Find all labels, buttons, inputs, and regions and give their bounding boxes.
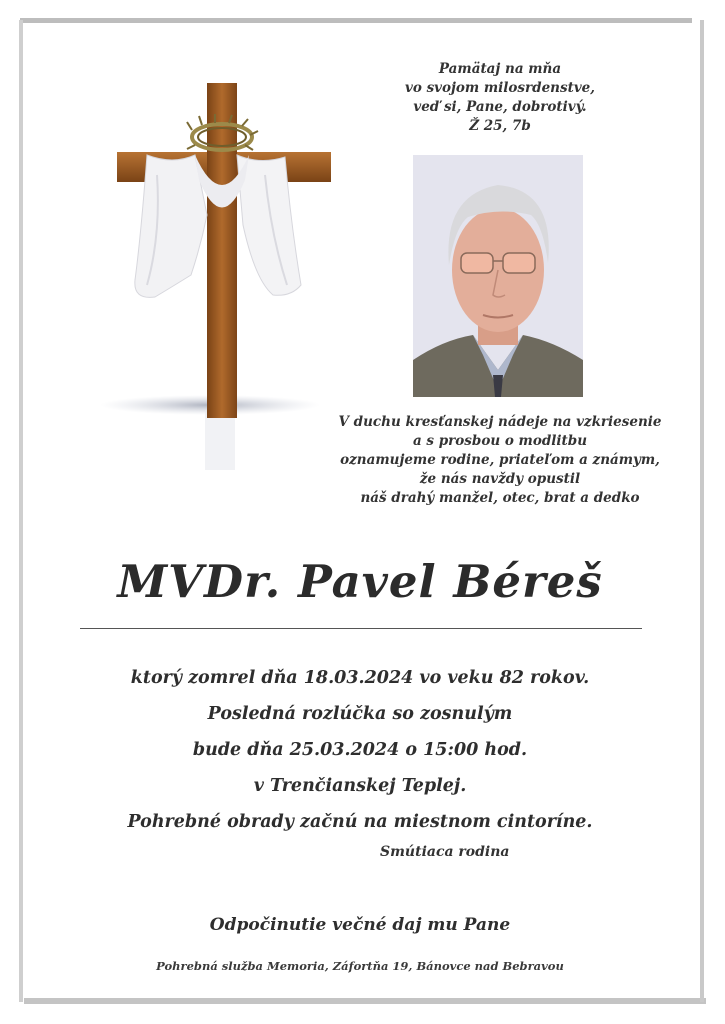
detail-line: ktorý zomrel dňa 18.03.2024 vo veku 82 rokov. bbox=[130, 668, 590, 688]
intro-line: oznamujeme rodine, priateľom a známym, bbox=[340, 452, 660, 468]
intro-line: a s prosbou o modlitbu bbox=[412, 433, 588, 449]
scan-edge-left bbox=[19, 20, 23, 1002]
portrait-photo bbox=[413, 155, 583, 397]
intro-line: náš drahý manžel, otec, brat a dedko bbox=[360, 490, 640, 506]
psalm-verse bbox=[380, 60, 620, 136]
scan-edge-top bbox=[20, 18, 692, 23]
intro-line: V duchu kresťanskej nádeje na vzkriesenie bbox=[338, 414, 662, 430]
scan-edge-right bbox=[700, 20, 704, 1002]
detail-line: v Trenčianskej Teplej. bbox=[253, 776, 467, 796]
psalm-reference: Ž 25, 7b bbox=[469, 118, 531, 134]
detail-line: bude dňa 25.03.2024 o 15:00 hod. bbox=[192, 740, 528, 760]
psalm-line: veď si, Pane, dobrotivý. bbox=[413, 99, 587, 115]
mourners-signature: Smútiaca rodina bbox=[380, 844, 510, 860]
deceased-name: MVDr. Pavel Béreš bbox=[117, 555, 603, 608]
detail-line: Pohrebné obrady začnú na miestnom cintoríne. bbox=[127, 812, 593, 832]
cross-with-shroud-icon bbox=[95, 75, 345, 475]
scan-edge-bottom bbox=[24, 998, 706, 1004]
funeral-service-footer: Pohrebná služba Memoria, Záfortňa 19, Bánovce nad Bebravou bbox=[156, 959, 564, 973]
psalm-line: vo svojom milosrdenstve, bbox=[405, 80, 595, 96]
name-divider bbox=[80, 628, 642, 629]
funeral-details bbox=[60, 660, 660, 840]
announcement-intro bbox=[320, 413, 680, 508]
closing-prayer: Odpočinutie večné daj mu Pane bbox=[209, 915, 511, 935]
detail-line: Posledná rozlúčka so zosnulým bbox=[207, 704, 513, 724]
intro-line: že nás navždy opustil bbox=[419, 471, 581, 487]
psalm-line: Pamätaj na mňa bbox=[438, 61, 562, 77]
